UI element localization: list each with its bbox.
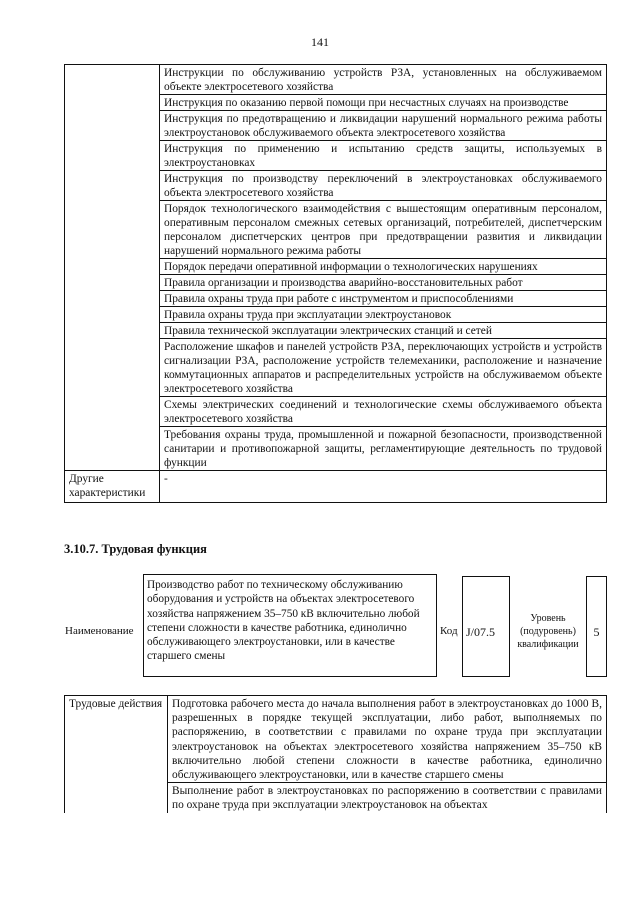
table-cell: Инструкция по предотвращению и ликвидации нарушений нормального режима работы электроустановок обслуживаемого объекта электросетевого хозяйства	[160, 111, 607, 141]
table-left-column	[65, 65, 160, 471]
level-value: 5	[593, 625, 600, 639]
section-title: 3.10.7. Трудовая функция	[64, 542, 207, 556]
table-cell: Инструкция по производству переключений в электроустановках обслуживаемого объекта электросетевого хозяйства	[160, 171, 607, 201]
table-cell: Правила организации и производства аварийно-восстановительных работ	[160, 275, 607, 291]
actions-table	[64, 695, 607, 813]
actions-label: Трудовые действия	[65, 696, 168, 813]
table-cell: Подготовка рабочего места до начала выполнения работ в электроустановках до 1000 В, разрешенных в порядке текущей эксплуатации, либо работ, выполняемых по распоряжению, в соответствии с правилами по охране труда при эксплуатации электроустановок на объектах электросетевого хозяйства напряжением 35–750 кВ включительно любой степени сложности в качестве работника, единолично обслуживающего электроустановки, или в качестве старшего смены	[168, 696, 607, 783]
table-cell: Правила технической эксплуатации электрических станций и сетей	[160, 323, 607, 339]
table-cell: Правила охраны труда при эксплуатации электроустановок	[160, 307, 607, 323]
other-characteristics-value: -	[160, 471, 607, 503]
table-row	[65, 471, 607, 503]
name-label: Наименование	[65, 625, 134, 637]
table-cell: Порядок передачи оперативной информации о технологических нарушениях	[160, 259, 607, 275]
table-row	[65, 65, 607, 95]
code-value: J/07.5	[466, 625, 496, 639]
table-cell: Выполнение работ в электроустановках по распоряжению в соответствии с правилами по охране труда при эксплуатации электроустановок на объектах	[168, 783, 607, 813]
level-label: Уровень (подуровень) квалификации	[517, 613, 579, 650]
table-cell: Требования охраны труда, промышленной и пожарной безопасности, производственной санитарии и противопожарной защиты, регламентирующие деятельность по трудовой функции	[160, 427, 607, 471]
table-row	[65, 696, 607, 783]
table-cell: Порядок технологического взаимодействия с вышестоящим оперативным персоналом, оперативным персоналом смежных сетевых организаций, потребителей, диспетчерским персоналом диспетчерских центров при предотвращении развития и ликвидации нарушений нормального режима работы	[160, 201, 607, 259]
table-cell: Инструкция по применению и испытанию средств защиты, используемых в электроустановках	[160, 141, 607, 171]
table-cell: Инструкции по обслуживанию устройств РЗА, установленных на обслуживаемом объекте электросетевого хозяйства	[160, 65, 607, 95]
code-label: Код	[440, 625, 458, 637]
table-cell: Расположение шкафов и панелей устройств РЗА, переключающих устройств и устройств сигнализации РЗА, расположение устройств телемеханики, расположение и назначение коммутационных аппаратов и распределительных устройств на обслуживаемом объекте электросетевого хозяйства	[160, 339, 607, 397]
table-cell: Схемы электрических соединений и технологические схемы обслуживаемого объекта электросетевого хозяйства	[160, 397, 607, 427]
name-value: Производство работ по техническому обслуживанию оборудования и устройств на объектах электросетевого хозяйства напряжением 35–750 кВ включительно любой степени сложности в качестве работника, единолично обслуживающего электроустановки, или в качестве старшего смены	[147, 579, 420, 663]
knowledge-table	[64, 64, 607, 503]
table-cell: Правила охраны труда при работе с инструментом и приспособлениями	[160, 291, 607, 307]
other-characteristics-label: Другие характеристики	[65, 471, 160, 503]
table-cell: Инструкция по оказанию первой помощи при несчастных случаях на производстве	[160, 95, 607, 111]
page-number: 141	[311, 35, 329, 49]
